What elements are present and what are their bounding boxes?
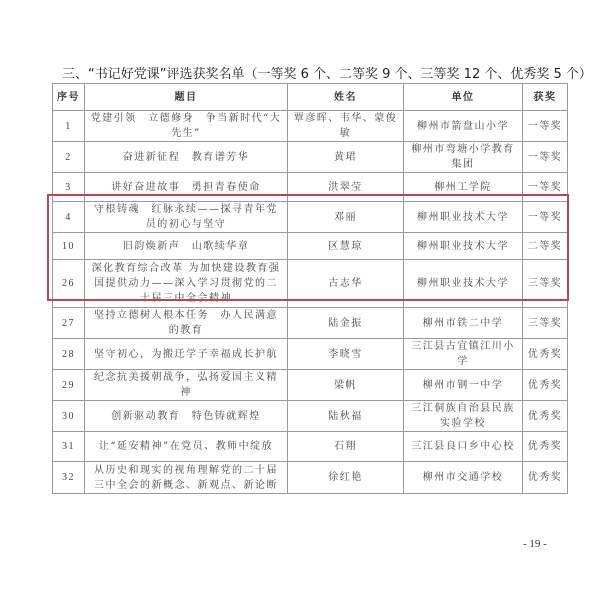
cell-no: 31: [53, 432, 85, 462]
cell-award: 一等奖: [523, 111, 568, 142]
table-row: [53, 462, 568, 494]
cell-title: 纪念抗美援朝战争，弘扬爱国主义精神: [85, 370, 288, 401]
table-row: [53, 173, 568, 202]
awards-table: [52, 83, 568, 494]
cell-name: 黄珺: [288, 142, 404, 173]
cell-unit: 柳州市箭盘山小学: [404, 111, 523, 142]
cell-name: 洪翠莹: [288, 173, 404, 202]
cell-name: 陆金振: [288, 308, 404, 339]
cell-no: 2: [53, 142, 85, 173]
cell-title: 党建引领 立德修身 争当新时代“大先生”: [85, 111, 288, 142]
table-row-highlighted: [53, 233, 568, 260]
cell-title: 创新驱动教育 特色铸就辉煌: [85, 401, 288, 432]
table-row: [53, 339, 568, 370]
cell-no: 30: [53, 401, 85, 432]
cell-name: 陆秋福: [288, 401, 404, 432]
cell-name: 石翔: [288, 432, 404, 462]
table-row: [53, 111, 568, 142]
cell-award: 优秀奖: [523, 462, 568, 494]
cell-title: 坚守初心，为搬迁学子幸福成长护航: [85, 339, 288, 370]
cell-name: 李晓雪: [288, 339, 404, 370]
cell-unit: 柳州职业技术大学: [404, 233, 523, 260]
cell-name: 区慧琼: [288, 233, 404, 260]
cell-name: 覃彦晖、韦华、蒙俊敏: [288, 111, 404, 142]
cell-award: 二等奖: [523, 233, 568, 260]
header-no: 序号: [53, 84, 85, 111]
table-row: [53, 308, 568, 339]
cell-no: 4: [53, 202, 85, 233]
cell-unit: 柳州市交通学校: [404, 462, 523, 494]
cell-unit: 柳州市弯塘小学教育集团: [404, 142, 523, 173]
cell-no: 32: [53, 462, 85, 494]
page-number: - 19 -: [523, 538, 547, 550]
table-header-row: [53, 84, 568, 111]
table-row: [53, 142, 568, 173]
cell-award: 三等奖: [523, 260, 568, 308]
cell-title: 讲好奋进故事 勇担青春使命: [85, 173, 288, 202]
cell-unit: 三江县良口乡中心校: [404, 432, 523, 462]
cell-title: 深化教育综合改革 为加快建设教育强国提供动力——深入学习贯彻党的二十届三中全会精神: [85, 260, 288, 308]
cell-unit: 三江县古宜镇江川小学: [404, 339, 523, 370]
cell-name: 邓丽: [288, 202, 404, 233]
cell-name: 梁帆: [288, 370, 404, 401]
cell-no: 3: [53, 173, 85, 202]
cell-award: 三等奖: [523, 308, 568, 339]
cell-award: 一等奖: [523, 173, 568, 202]
cell-award: 优秀奖: [523, 370, 568, 401]
cell-title: 让“延安精神”在党员、教师中绽放: [85, 432, 288, 462]
cell-title: 坚持立德树人根本任务 办人民满意的教育: [85, 308, 288, 339]
cell-no: 1: [53, 111, 85, 142]
header-unit: 单位: [404, 84, 523, 111]
cell-name: 古志华: [288, 260, 404, 308]
table-row: [53, 432, 568, 462]
cell-name: 徐红艳: [288, 462, 404, 494]
cell-no: 10: [53, 233, 85, 260]
section-heading: 三、“书记好党课”评选获奖名单（一等奖 6 个、二等奖 9 个、三等奖 12 个、优秀奖 5 个）: [62, 67, 592, 82]
cell-no: 27: [53, 308, 85, 339]
cell-unit: 柳州职业技术大学: [404, 202, 523, 233]
cell-title: 旧韵焕新声 山歌续华章: [85, 233, 288, 260]
table-row: [53, 401, 568, 432]
table-row: [53, 370, 568, 401]
cell-award: 优秀奖: [523, 401, 568, 432]
cell-award: 一等奖: [523, 202, 568, 233]
cell-award: 一等奖: [523, 142, 568, 173]
cell-award: 优秀奖: [523, 339, 568, 370]
cell-no: 26: [53, 260, 85, 308]
cell-unit: 三江侗族自治县民族实验学校: [404, 401, 523, 432]
cell-award: 优秀奖: [523, 432, 568, 462]
cell-title: 从历史和现实的视角理解党的二十届三中全会的新概念、新观点、新论断: [85, 462, 288, 494]
table-row-highlighted: [53, 260, 568, 308]
cell-no: 29: [53, 370, 85, 401]
header-award: 获奖: [523, 84, 568, 111]
cell-unit: 柳州职业技术大学: [404, 260, 523, 308]
header-title: 题目: [85, 84, 288, 111]
cell-title: 奋进新征程 教育谱芳华: [85, 142, 288, 173]
cell-no: 28: [53, 339, 85, 370]
cell-title: 守根铸魂 红脉永续——探寻青年党员的初心与坚守: [85, 202, 288, 233]
cell-unit: 柳州市钢一中学: [404, 370, 523, 401]
header-name: 姓名: [288, 84, 404, 111]
cell-unit: 柳州工学院: [404, 173, 523, 202]
table-row-highlighted: [53, 202, 568, 233]
cell-unit: 柳州市铁二中学: [404, 308, 523, 339]
